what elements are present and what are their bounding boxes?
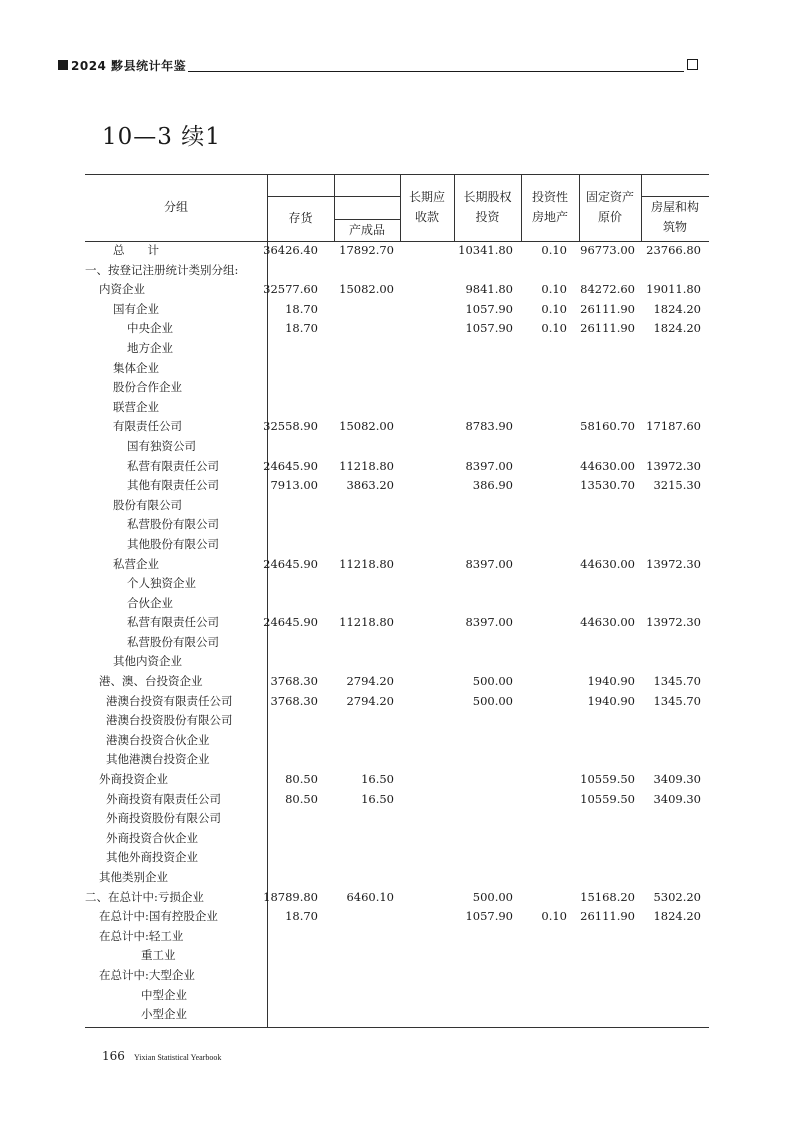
cell-value: 1824.20 bbox=[653, 301, 701, 316]
row-label: 外商投资有限责任公司 bbox=[106, 791, 221, 806]
cell-value: 36426.40 bbox=[263, 243, 318, 257]
row-label: 私营股份有限公司 bbox=[127, 517, 219, 532]
cell-value: 26111.90 bbox=[580, 909, 635, 924]
col-header-inv-property-2: 房地产 bbox=[531, 210, 568, 224]
page-footer bbox=[102, 1045, 221, 1064]
row-label: 在总计中:国有控股企业 bbox=[99, 909, 218, 924]
row-label: 其他有限责任公司 bbox=[127, 478, 219, 493]
cell-value: 8397.00 bbox=[465, 458, 513, 473]
col-header-inventory: 存货 bbox=[288, 211, 313, 225]
cell-value: 13972.30 bbox=[646, 458, 701, 473]
row-label: 联营企业 bbox=[113, 399, 159, 414]
cell-value: 13972.30 bbox=[646, 556, 701, 571]
cell-value: 17187.60 bbox=[646, 419, 701, 434]
cell-value: 0.10 bbox=[541, 321, 567, 336]
col-header-lt-equity-1: 长期股权 bbox=[463, 190, 512, 204]
col-header-fixed-assets-1: 固定资产 bbox=[585, 190, 634, 204]
header-rule-inventory bbox=[267, 196, 334, 197]
cell-value: 26111.90 bbox=[580, 301, 635, 316]
row-label: 私营股份有限公司 bbox=[127, 634, 219, 649]
table-row bbox=[85, 457, 709, 477]
table-row bbox=[85, 731, 709, 751]
table-row bbox=[85, 261, 709, 281]
cell-value: 1345.70 bbox=[653, 674, 701, 689]
row-label: 股份有限公司 bbox=[113, 497, 182, 512]
cell-value: 32577.60 bbox=[263, 282, 318, 297]
cell-value: 24645.90 bbox=[263, 615, 318, 630]
table-row bbox=[85, 1005, 709, 1025]
cell-value: 5302.20 bbox=[653, 889, 701, 904]
table-row bbox=[85, 555, 709, 575]
row-label: 其他内资企业 bbox=[113, 654, 182, 669]
cell-value: 9841.80 bbox=[465, 282, 513, 297]
table-row bbox=[85, 927, 709, 947]
col-header-inv-property-1: 投资性 bbox=[531, 190, 568, 204]
header-title: 2024 黟县统计年鉴 bbox=[71, 59, 187, 73]
cell-value: 44630.00 bbox=[580, 458, 635, 473]
row-label: 私营有限责任公司 bbox=[127, 458, 219, 473]
cell-value: 1940.90 bbox=[587, 693, 635, 708]
cell-value: 0.10 bbox=[541, 243, 567, 257]
table-row bbox=[85, 437, 709, 457]
row-label: 私营有限责任公司 bbox=[127, 615, 219, 630]
cell-value: 15082.00 bbox=[339, 282, 394, 297]
cell-value: 500.00 bbox=[472, 889, 513, 904]
table-row bbox=[85, 417, 709, 437]
cell-value: 10559.50 bbox=[580, 772, 635, 787]
row-label: 港、澳、台投资企业 bbox=[99, 674, 203, 689]
table-row bbox=[85, 750, 709, 770]
cell-value: 1057.90 bbox=[465, 301, 513, 316]
cell-value: 44630.00 bbox=[580, 556, 635, 571]
cell-value: 23766.80 bbox=[646, 243, 701, 257]
row-label: 在总计中:轻工业 bbox=[99, 928, 184, 943]
table-row bbox=[85, 574, 709, 594]
table-row bbox=[85, 359, 709, 379]
row-label: 外商投资股份有限公司 bbox=[106, 811, 221, 826]
cell-value: 16.50 bbox=[361, 791, 394, 806]
table-row bbox=[85, 711, 709, 731]
col-header-finished-goods: 产成品 bbox=[348, 223, 385, 237]
table-row bbox=[85, 829, 709, 849]
cell-value: 13972.30 bbox=[646, 615, 701, 630]
table-row bbox=[85, 770, 709, 790]
row-label: 合伙企业 bbox=[127, 595, 173, 610]
header-rule bbox=[188, 71, 684, 72]
cell-value: 8397.00 bbox=[465, 615, 513, 630]
col-header-lt-receivable-2: 收款 bbox=[414, 210, 439, 224]
row-label: 小型企业 bbox=[141, 1007, 187, 1022]
row-label: 有限责任公司 bbox=[113, 419, 182, 434]
cell-value: 32558.90 bbox=[263, 419, 318, 434]
row-label: 内资企业 bbox=[99, 282, 145, 297]
row-label: 港澳台投资合伙企业 bbox=[106, 732, 210, 747]
table-row bbox=[85, 692, 709, 712]
cell-value: 3863.20 bbox=[346, 478, 394, 493]
row-label: 其他港澳台投资企业 bbox=[106, 752, 210, 767]
cell-value: 0.10 bbox=[541, 301, 567, 316]
row-label: 二、在总计中:亏损企业 bbox=[85, 889, 204, 904]
cell-value: 44630.00 bbox=[580, 615, 635, 630]
row-label: 总 计 bbox=[113, 243, 159, 257]
row-label: 其他股份有限公司 bbox=[127, 536, 219, 551]
col-header-buildings-2: 筑物 bbox=[662, 220, 687, 234]
cell-value: 2794.20 bbox=[346, 674, 394, 689]
cell-value: 7913.00 bbox=[270, 478, 318, 493]
cell-value: 3215.30 bbox=[653, 478, 701, 493]
row-label: 港澳台投资股份有限公司 bbox=[106, 713, 233, 728]
table-row bbox=[85, 241, 709, 261]
table-row bbox=[85, 672, 709, 692]
cell-value: 18.70 bbox=[285, 909, 318, 924]
cell-value: 17892.70 bbox=[339, 243, 394, 257]
header-box-icon bbox=[687, 59, 698, 70]
row-label: 私营企业 bbox=[113, 556, 159, 571]
row-label: 在总计中:大型企业 bbox=[99, 967, 195, 982]
cell-value: 24645.90 bbox=[263, 556, 318, 571]
table-row bbox=[85, 868, 709, 888]
book-title: Yixian Statistical Yearbook bbox=[134, 1053, 222, 1062]
cell-value: 11218.80 bbox=[339, 615, 394, 630]
cell-value: 16.50 bbox=[361, 772, 394, 787]
cell-value: 500.00 bbox=[472, 674, 513, 689]
row-label: 中央企业 bbox=[127, 321, 173, 336]
row-label: 国有独资公司 bbox=[127, 438, 196, 453]
cell-value: 3768.30 bbox=[270, 693, 318, 708]
table-row bbox=[85, 888, 709, 908]
table-row bbox=[85, 986, 709, 1006]
cell-value: 19011.80 bbox=[646, 282, 701, 297]
table-row bbox=[85, 378, 709, 398]
cell-value: 0.10 bbox=[541, 909, 567, 924]
cell-value: 18.70 bbox=[285, 301, 318, 316]
row-label: 股份合作企业 bbox=[113, 380, 182, 395]
cell-value: 3768.30 bbox=[270, 674, 318, 689]
data-table bbox=[85, 174, 709, 1028]
cell-value: 24645.90 bbox=[263, 458, 318, 473]
cell-value: 3409.30 bbox=[653, 772, 701, 787]
col-header-lt-receivable-1: 长期应 bbox=[408, 190, 445, 204]
table-row bbox=[85, 496, 709, 516]
table-row bbox=[85, 319, 709, 339]
cell-value: 84272.60 bbox=[580, 282, 635, 297]
cell-value: 13530.70 bbox=[580, 478, 635, 493]
cell-value: 15168.20 bbox=[580, 889, 635, 904]
table-row bbox=[85, 633, 709, 653]
cell-value: 10559.50 bbox=[580, 791, 635, 806]
cell-value: 1057.90 bbox=[465, 321, 513, 336]
table-body bbox=[85, 241, 709, 1025]
cell-value: 2794.20 bbox=[346, 693, 394, 708]
cell-value: 1345.70 bbox=[653, 693, 701, 708]
header-square-icon bbox=[58, 60, 68, 70]
table-row bbox=[85, 594, 709, 614]
row-label: 港澳台投资有限责任公司 bbox=[106, 693, 233, 708]
table-row bbox=[85, 613, 709, 633]
table-row bbox=[85, 790, 709, 810]
table-row bbox=[85, 848, 709, 868]
col-header-fixed-assets-2: 原价 bbox=[597, 210, 622, 224]
table-row bbox=[85, 535, 709, 555]
row-label: 集体企业 bbox=[113, 360, 159, 375]
table-title: 10—3 续1 bbox=[102, 124, 221, 150]
cell-value: 1824.20 bbox=[653, 321, 701, 336]
cell-value: 0.10 bbox=[541, 282, 567, 297]
cell-value: 80.50 bbox=[285, 791, 318, 806]
col-header-lt-equity-2: 投资 bbox=[475, 210, 500, 224]
header-rule-finished bbox=[334, 196, 400, 197]
row-label: 其他外商投资企业 bbox=[106, 850, 198, 865]
col-header-group: 分组 bbox=[163, 200, 188, 214]
table-row bbox=[85, 339, 709, 359]
table-row bbox=[85, 515, 709, 535]
row-label: 个人独资企业 bbox=[127, 576, 196, 591]
cell-value: 500.00 bbox=[472, 693, 513, 708]
table-row bbox=[85, 966, 709, 986]
page-number: 166 bbox=[102, 1049, 125, 1063]
running-header bbox=[58, 56, 700, 76]
row-label: 外商投资企业 bbox=[99, 772, 168, 787]
row-label: 其他类别企业 bbox=[99, 870, 168, 884]
cell-value: 8397.00 bbox=[465, 556, 513, 571]
cell-value: 26111.90 bbox=[580, 321, 635, 336]
cell-value: 1057.90 bbox=[465, 909, 513, 924]
table-row bbox=[85, 652, 709, 672]
cell-value: 8783.90 bbox=[465, 419, 513, 434]
row-label: 一、按登记注册统计类别分组: bbox=[85, 262, 239, 277]
table-row bbox=[85, 476, 709, 496]
cell-value: 18.70 bbox=[285, 321, 318, 336]
row-label: 国有企业 bbox=[113, 301, 159, 316]
cell-value: 3409.30 bbox=[653, 791, 701, 806]
cell-value: 10341.80 bbox=[458, 243, 513, 257]
row-label: 重工业 bbox=[141, 948, 176, 963]
table-row bbox=[85, 398, 709, 418]
cell-value: 15082.00 bbox=[339, 419, 394, 434]
table-row bbox=[85, 946, 709, 966]
col-header-buildings-1: 房屋和构 bbox=[650, 200, 699, 214]
cell-value: 1940.90 bbox=[587, 674, 635, 689]
row-label: 中型企业 bbox=[141, 987, 187, 1002]
cell-value: 58160.70 bbox=[580, 419, 635, 434]
table-row bbox=[85, 280, 709, 300]
cell-value: 6460.10 bbox=[346, 889, 394, 904]
cell-value: 1824.20 bbox=[653, 909, 701, 924]
cell-value: 11218.80 bbox=[339, 458, 394, 473]
cell-value: 80.50 bbox=[285, 772, 318, 787]
cell-value: 18789.80 bbox=[263, 889, 318, 904]
table-row bbox=[85, 809, 709, 829]
table-row bbox=[85, 300, 709, 320]
row-label: 外商投资合伙企业 bbox=[106, 830, 198, 845]
cell-value: 96773.00 bbox=[580, 243, 635, 257]
cell-value: 386.90 bbox=[472, 478, 513, 493]
cell-value: 11218.80 bbox=[339, 556, 394, 571]
row-label: 地方企业 bbox=[127, 340, 173, 355]
table-row bbox=[85, 907, 709, 927]
